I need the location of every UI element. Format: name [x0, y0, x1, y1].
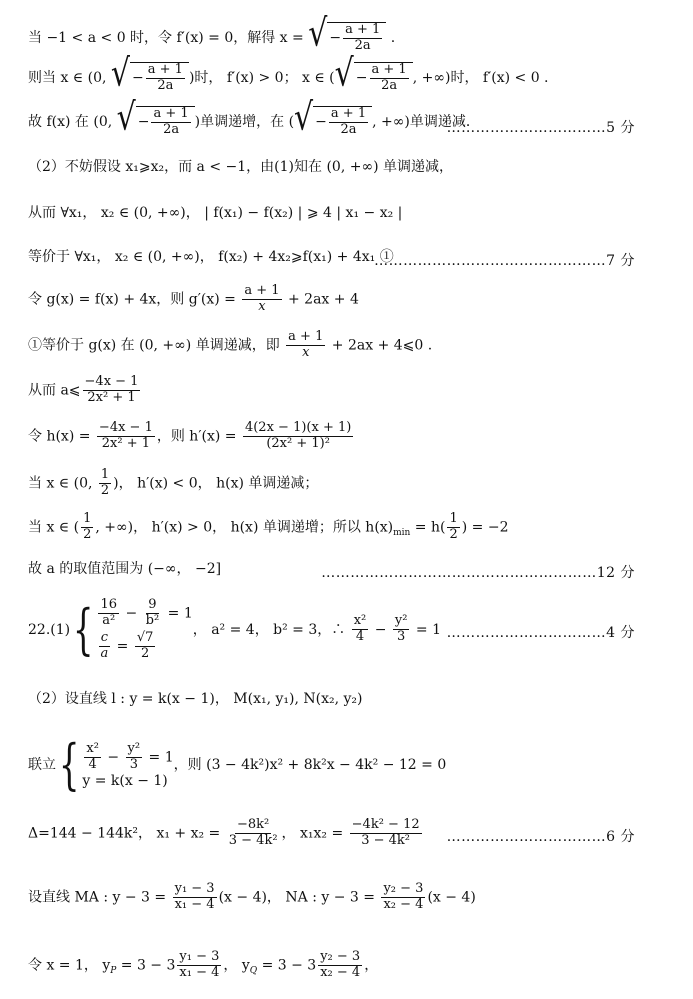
sqrt: √ − $\frac{a + 1}{2a}$	[111, 62, 189, 94]
score-7: …………………………………………7 分	[374, 253, 635, 269]
score-12: …………………………………………………12 分	[321, 565, 635, 581]
text: 故 f(x) 在 (0,	[28, 113, 117, 130]
line-6: 等价于 ∀x₁， x₂ ∈ (0, +∞)， f(x₂) + 4x₂⩾f(x₁) + 4x₁ ①	[28, 249, 394, 265]
text: )单调递增，在 (	[194, 113, 295, 130]
score-4: ……………………………4 分	[446, 625, 635, 641]
line-9: 从而 a⩽ $\frac{-4x - 1}{\text{2x² + 1}}$	[28, 374, 139, 405]
text: , +∞)单调递减．	[372, 113, 480, 130]
score-5: ……………………………5 分	[446, 120, 635, 136]
line-16: 联立{ $\frac{\text{x²}}{4}$ − $\frac{\text{y²}}{3}$ = 1 y = k(x − 1) ，则 (3 − 4k²)x² + 8k²x − 4k² − 12 = 0	[28, 733, 447, 796]
score-6: ……………………………6 分	[446, 829, 635, 845]
line-10: 令 h(x) = $\frac{-4x - 1}{\text{2x² + 1}}$ ，则 h′(x) = $\frac{4(2x - 1)(x + 1)}{\text{(2x² + 1)²}}$	[28, 420, 352, 451]
line-4: （2）不妨假设 x₁⩾x₂，而 a < −1，由(1)知在 (0, +∞) 单调递减，	[28, 159, 454, 175]
line-11: 当 x ∈ (0, $\frac{1}{2}$ )， h′(x) < 0， h(x) 单调递减；	[28, 467, 319, 498]
sqrt: √ − $\frac{a + 1}{2a}$	[308, 22, 386, 54]
sqrt: √ − $\frac{a + 1}{2a}$	[335, 62, 413, 94]
line-1	[28, 11, 396, 56]
line-2	[28, 51, 549, 96]
line-7: 令 g(x) = f(x) + 4x，则 g′(x) = $\frac{a + 1}{x}$ + 2ax + 4	[28, 283, 359, 314]
line-18: 设直线 MA : y − 3 = $\frac{\text{y₁ − 3}}{\text{x₁ − 4}}$ (x − 4)， NA : y − 3 = $\frac{\text{y₂ − 3}}{\text{x₂ − 4}}$ (x − 4)	[28, 881, 476, 912]
line-15: （2）设直线 l : y = k(x − 1)， M(x₁, y₁), N(x₂, y₂)	[28, 691, 363, 707]
line-12: 当 x ∈ ( $\frac{1}{2}$ , +∞)， h′(x) > 0， h(x) 单调递增；所以 $h(x)_{min} = h$( $\frac{1}{2}$ ) = −2	[28, 511, 509, 542]
line-5: 从而 ∀x₁， x₂ ∈ (0, +∞)， | f(x₁) − f(x₂) | ⩾ 4 | x₁ − x₂ |	[28, 205, 403, 221]
text: .	[386, 29, 396, 46]
line-14: 22.(1){ $\frac{16}{\text{a²}}$ − $\frac{9}{\text{b²}}$ = 1 $\frac{c}{a}$ = $\frac{√7}{2}$ ， a² = 4， b² = 3，∴ $\frac{\text{x²}}{4}$ − $\frac{\text{y²}}{3}$ = 1	[28, 597, 442, 661]
line-13: 故 a 的取值范围为 (−∞， −2]	[28, 561, 222, 577]
line-17: Δ=144 − 144k²， x₁ + x₂ = $\frac{\text{−8k²}}{\text{3 − 4k²}}$ ， x₁x₂ = $\frac{\text{−4k² − 12}}{\text{3 − 4k²}}$	[28, 817, 420, 848]
sqrt: √ − $\frac{a + 1}{2a}$	[294, 106, 372, 138]
line-8: ①等价于 g(x) 在 (0, +∞) 单调递减，即 $\frac{a + 1}{x}$ + 2ax + 4⩽0 .	[28, 329, 433, 360]
text: 则当 x ∈ (0,	[28, 69, 111, 86]
text: , +∞)时， f′(x) < 0 .	[412, 69, 549, 86]
line-19: 令 x = 1， $y_P = 3 - 3$ $\frac{\text{y₁ − 3}}{\text{x₁ − 4}}$ ， $y_Q = 3 - 3$ $\frac{\text{y₂ − 3}}{\text{x₂ − 4}}$ ，	[28, 949, 379, 980]
line-3	[28, 95, 480, 140]
text: )时， f′(x) > 0； x ∈ (	[188, 69, 335, 86]
text: 当 −1 < a < 0 时，令 f′(x) = 0，解得 x =	[28, 29, 309, 46]
sqrt: √ − $\frac{a + 1}{2a}$	[117, 106, 195, 138]
